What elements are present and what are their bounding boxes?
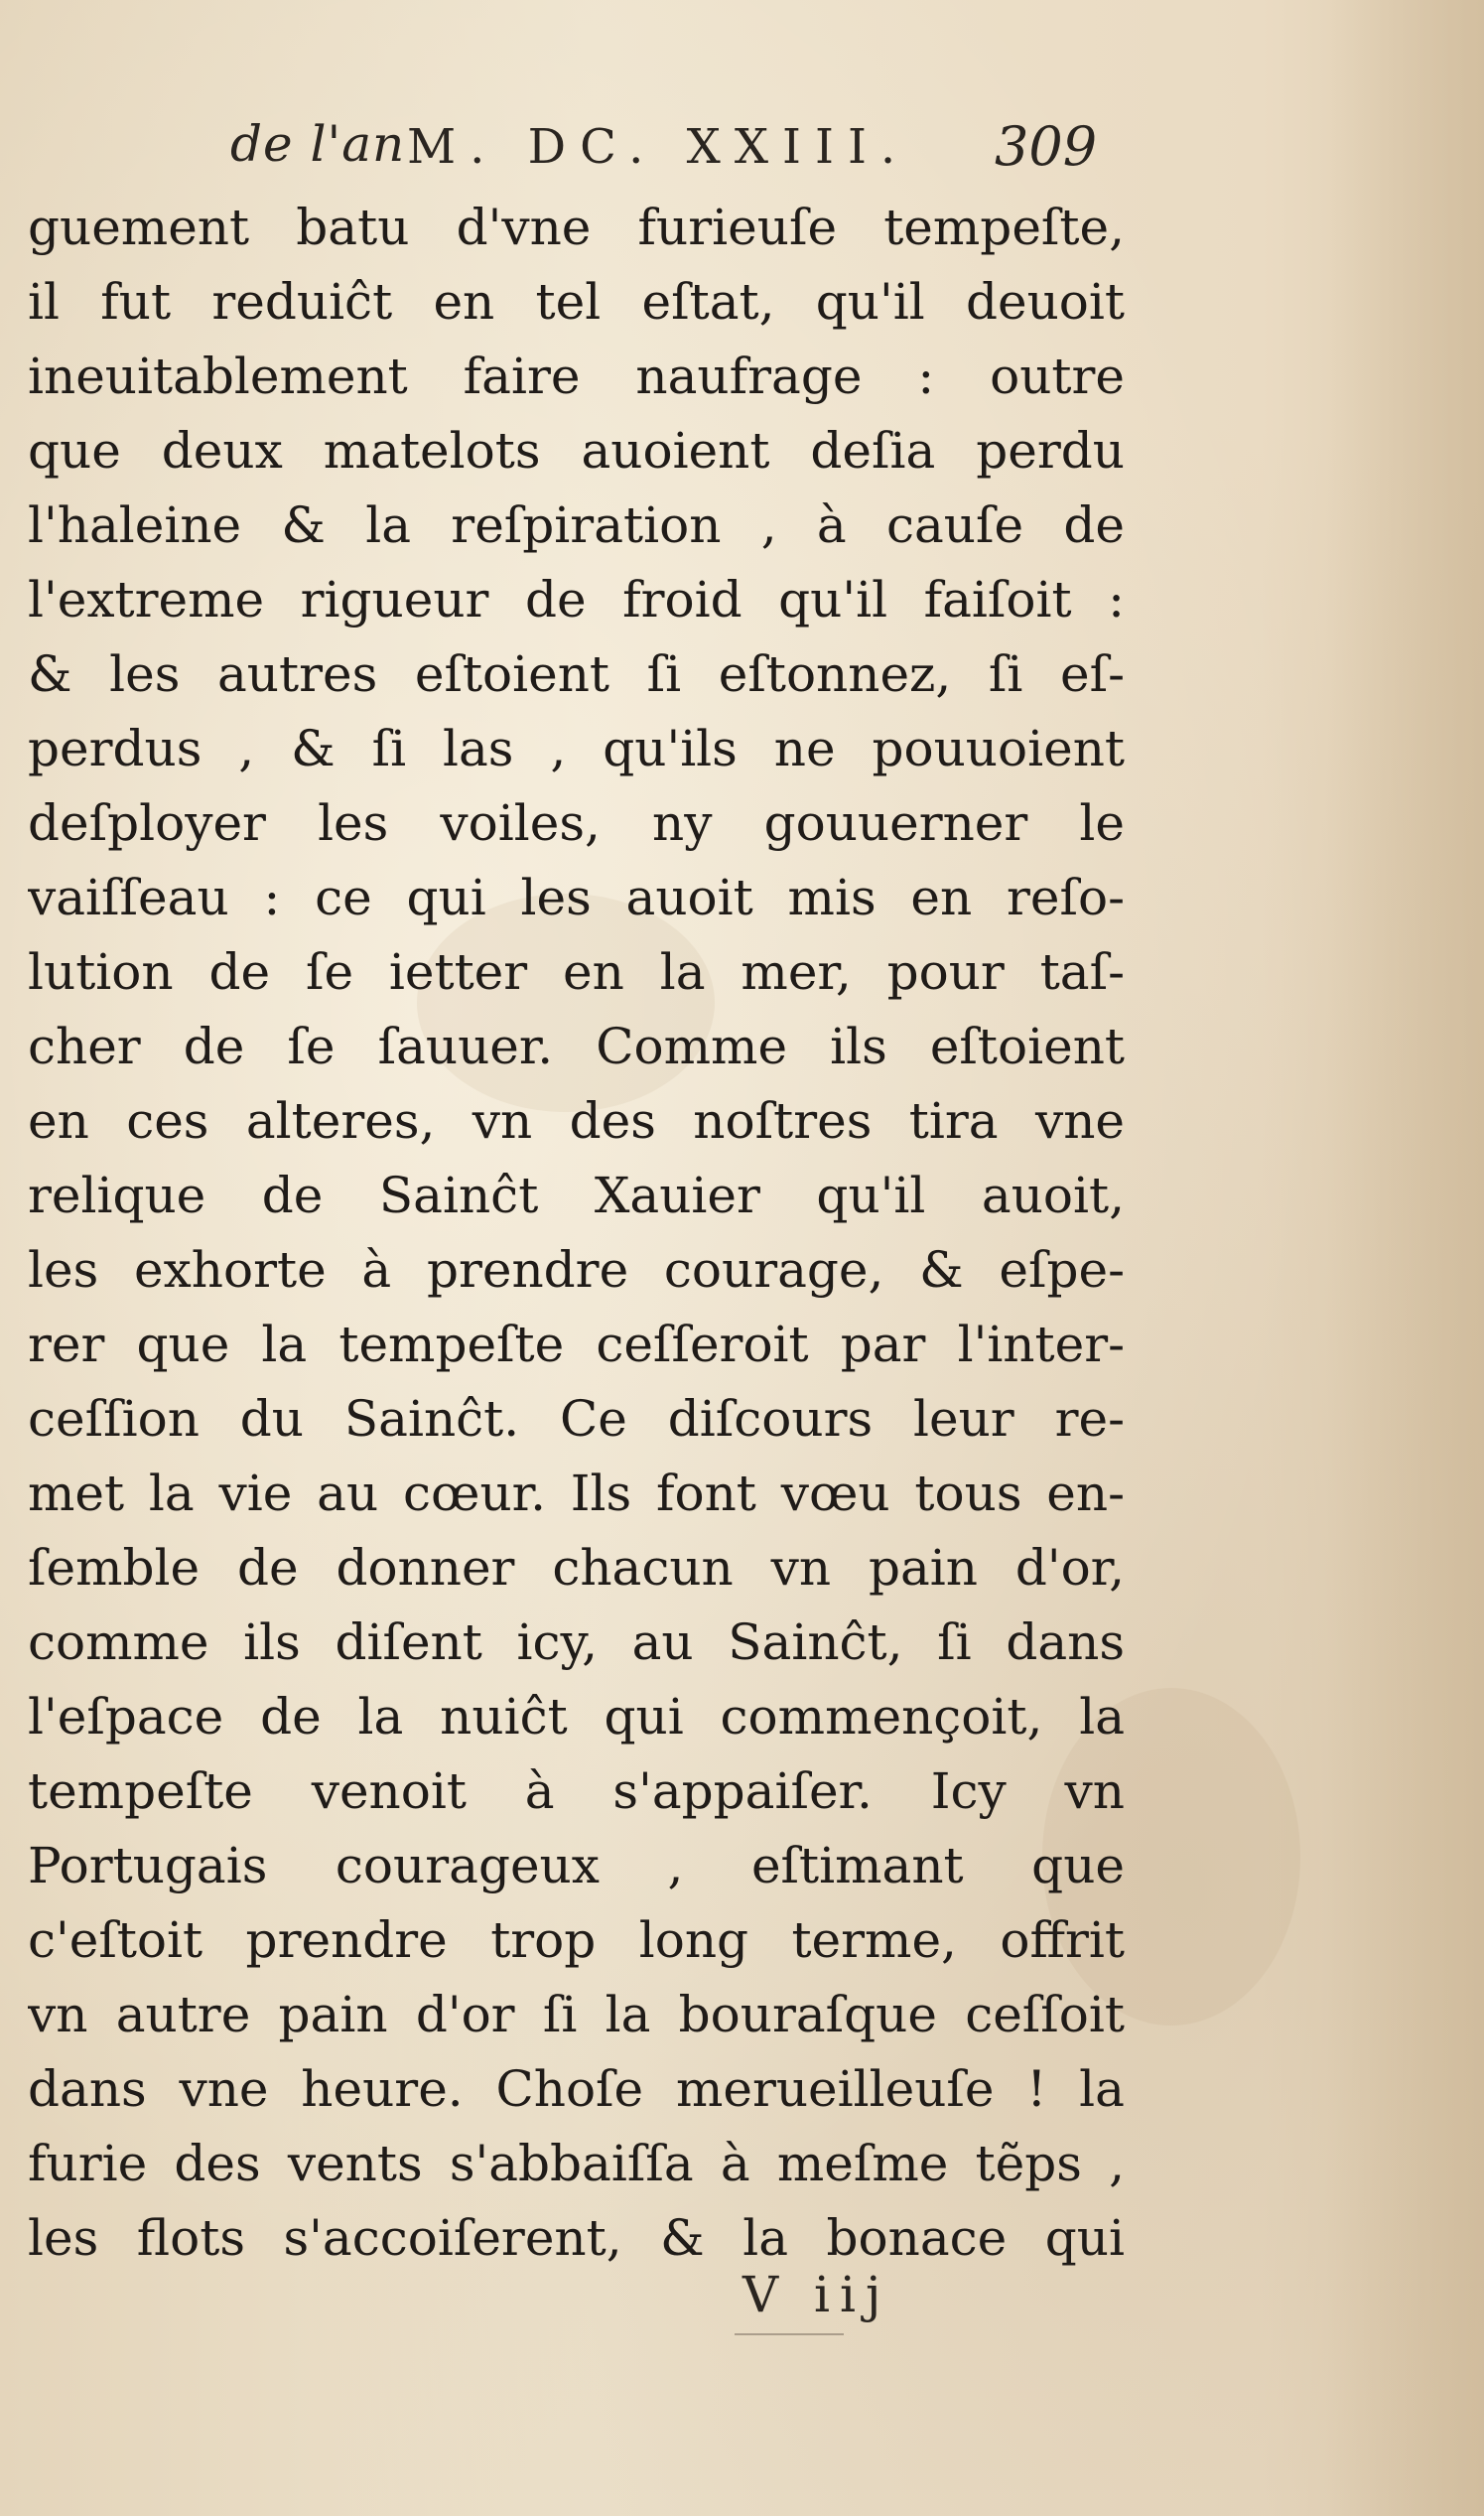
text-line: c'eſtoit prendre trop long terme, offrit xyxy=(28,1911,1125,1969)
running-head-label: de l'an xyxy=(230,115,406,173)
text-line: dans vne heure. Choſe merueilleuſe ! la xyxy=(28,2060,1125,2118)
text-line: vaiſſeau : ce qui les auoit mis en reſo- xyxy=(28,869,1125,926)
text-line: il fut reduiĉt en tel eſtat, qu'il deuoit xyxy=(28,273,1125,331)
text-line: ceſſion du Sainĉt. Ce diſcours leur re- xyxy=(28,1390,1125,1448)
text-line: l'eſpace de la nuiĉt qui commençoit, la xyxy=(28,1688,1125,1746)
text-line: perdus , & ſi las , qu'ils ne pouuoient xyxy=(28,720,1125,777)
signature-mark: V iij xyxy=(742,2266,891,2323)
text-line: deſployer les voiles, ny gouuerner le xyxy=(28,794,1125,852)
text-line: Portugais courageux , eſtimant que xyxy=(28,1837,1125,1894)
text-line: relique de Sainĉt Xauier qu'il auoit, xyxy=(28,1167,1125,1224)
text-line: l'haleine & la reſpiration , à cauſe de xyxy=(28,496,1125,554)
running-head xyxy=(230,111,1124,181)
text-line: rer que la tempeſte ceſſeroit par l'inter- xyxy=(28,1316,1125,1373)
text-line: & les autres eſtoient ſi eſtonnez, ſi eſ- xyxy=(28,645,1125,703)
text-line: vn autre pain d'or ſi la bouraſque ceſſoit xyxy=(28,1986,1125,2043)
text-line: lution de ſe ietter en la mer, pour taſ- xyxy=(28,943,1125,1001)
text-line: en ces alteres, vn des noſtres tira vne xyxy=(28,1092,1125,1150)
text-line: les flots s'accoiſerent, & la bonace qui xyxy=(28,2209,1125,2267)
signature-underline xyxy=(735,2333,844,2335)
text-line: met la vie au cœur. Ils font vœu tous en- xyxy=(28,1465,1125,1522)
page-number: 309 xyxy=(995,115,1098,178)
page-edge-shadow xyxy=(1325,0,1484,2516)
text-line: ſemble de donner chacun vn pain d'or, xyxy=(28,1539,1125,1597)
text-line: comme ils diſent icy, au Sainĉt, ſi dans xyxy=(28,1613,1125,1671)
text-line: furie des vents s'abbaiſſa à meſme tẽps , xyxy=(28,2135,1125,2192)
text-line: que deux matelots auoient deſia perdu xyxy=(28,422,1125,480)
text-line: l'extreme rigueur de froid qu'il faiſoit : xyxy=(28,571,1125,629)
text-line: ineuitablement faire naufrage : outre xyxy=(28,348,1125,405)
text-line: cher de ſe ſauuer. Comme ils eſtoient xyxy=(28,1018,1125,1075)
body-text xyxy=(28,191,1125,2276)
text-line: tempeſte venoit à s'appaiſer. Icy vn xyxy=(28,1762,1125,1820)
running-head-year: M. DC. XXIII. xyxy=(407,119,910,175)
text-line: les exhorte à prendre courage, & eſpe- xyxy=(28,1241,1125,1299)
text-line: guement batu d'vne furieuſe tempeſte, xyxy=(28,199,1125,256)
